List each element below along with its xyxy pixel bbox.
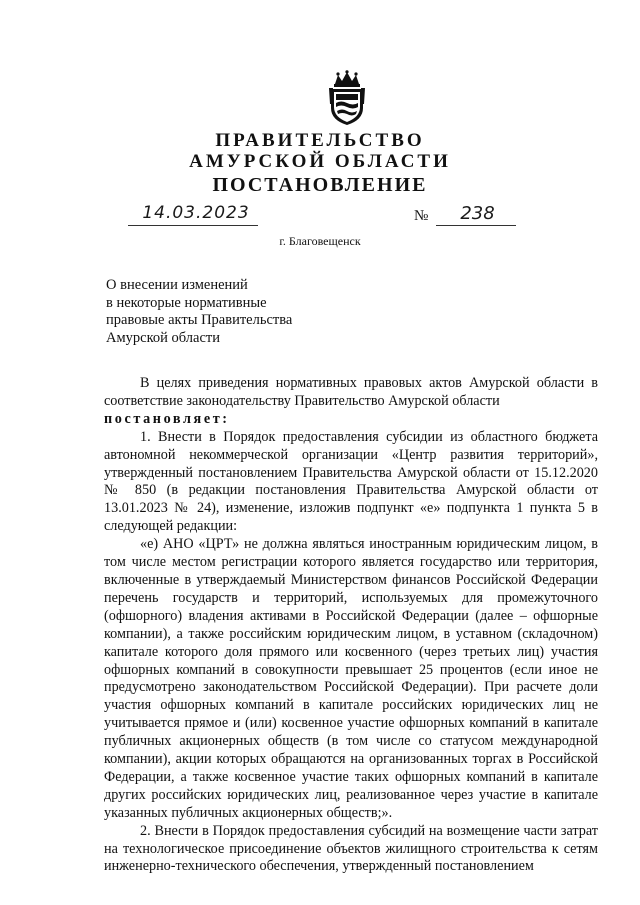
resolves-word: постановляет:: [104, 410, 230, 427]
clause-1-paragraph: 1. Внести в Порядок предоставления субсидии из областного бюджета автономной некоммерческой организации «Центр развития территорий», утвержденный постановлением Правительства Амурской области от 15.12.2020 № 850 (в редакции постановления Правительства Амурской области от 13.01.2023 № 24), изменение, изложив подпункт «е» подпункта 1 пункта 5 в следующей редакции:: [104, 428, 598, 535]
document-subject: [106, 277, 356, 347]
document-type-title: ПОСТАНОВЛЕНИЕ: [212, 174, 428, 196]
resolves-label: [104, 411, 598, 429]
number-sign: №: [414, 208, 429, 224]
subject-line: О внесении изменений: [106, 277, 248, 293]
handwritten-number: 238: [460, 203, 495, 224]
city-label: г. Благовещенск: [279, 234, 361, 248]
clause-2-paragraph: 2. Внести в Порядок предоставления субсидий на возмещение части затрат на технологическое присоединение объектов жилищного строительства к сетям инженерно-технического обеспечения, утвержденный постановлением: [104, 822, 598, 875]
number-underline: [436, 225, 516, 226]
government-title-line2: АМУРСКОЙ ОБЛАСТИ: [189, 151, 451, 172]
subject-line: правовые акты Правительства: [106, 312, 293, 329]
handwritten-date: 14.03.2023: [142, 203, 250, 223]
document-body: [104, 375, 598, 876]
government-title-line1: ПРАВИТЕЛЬСТВО: [215, 130, 425, 151]
preamble-paragraph: В целях приведения нормативных правовых актов Амурской области в соответствие законодательству Правительство Амурской области: [104, 375, 598, 409]
clause-1-quoted-text: «е) АНО «ЦРТ» не должна являться иностранным юридическим лицом, в том числе местом регистрации которого является государство или территория, включенные в утверждаемый Министерством финансов Российской Федерации перечень государств и территорий, используемых для промежуточного (офшорного) владения активами в Российской Федерации (далее – офшорные компании), а также российским юридическим лицом, в уставном (складочном) капитале которого доля прямого или косвенного (через третьих лиц) участия офшорных компаний в совокупности превышает 25 процентов (если иное не предусмотрено законодательством Российской Федерации). При расчете доли участия офшорных компаний в капитале российских юридических лиц не учитывается прямое и (или) косвенное участие офшорных компаний в капитале публичных акционерных обществ (в том числе со статусом международной компании), акции которых обращаются на организованных торгах в Российской Федерации, а также косвенное участие таких офшорных компаний в капитале других российских юридических лиц, реализованное через участие в капитале указанных публичных акционерных обществ;».: [104, 536, 598, 821]
coat-of-arms-icon: [325, 70, 369, 126]
subject-line: Амурской области: [106, 329, 220, 346]
date-underline: [128, 225, 258, 226]
subject-line: в некоторые нормативные: [106, 294, 267, 311]
